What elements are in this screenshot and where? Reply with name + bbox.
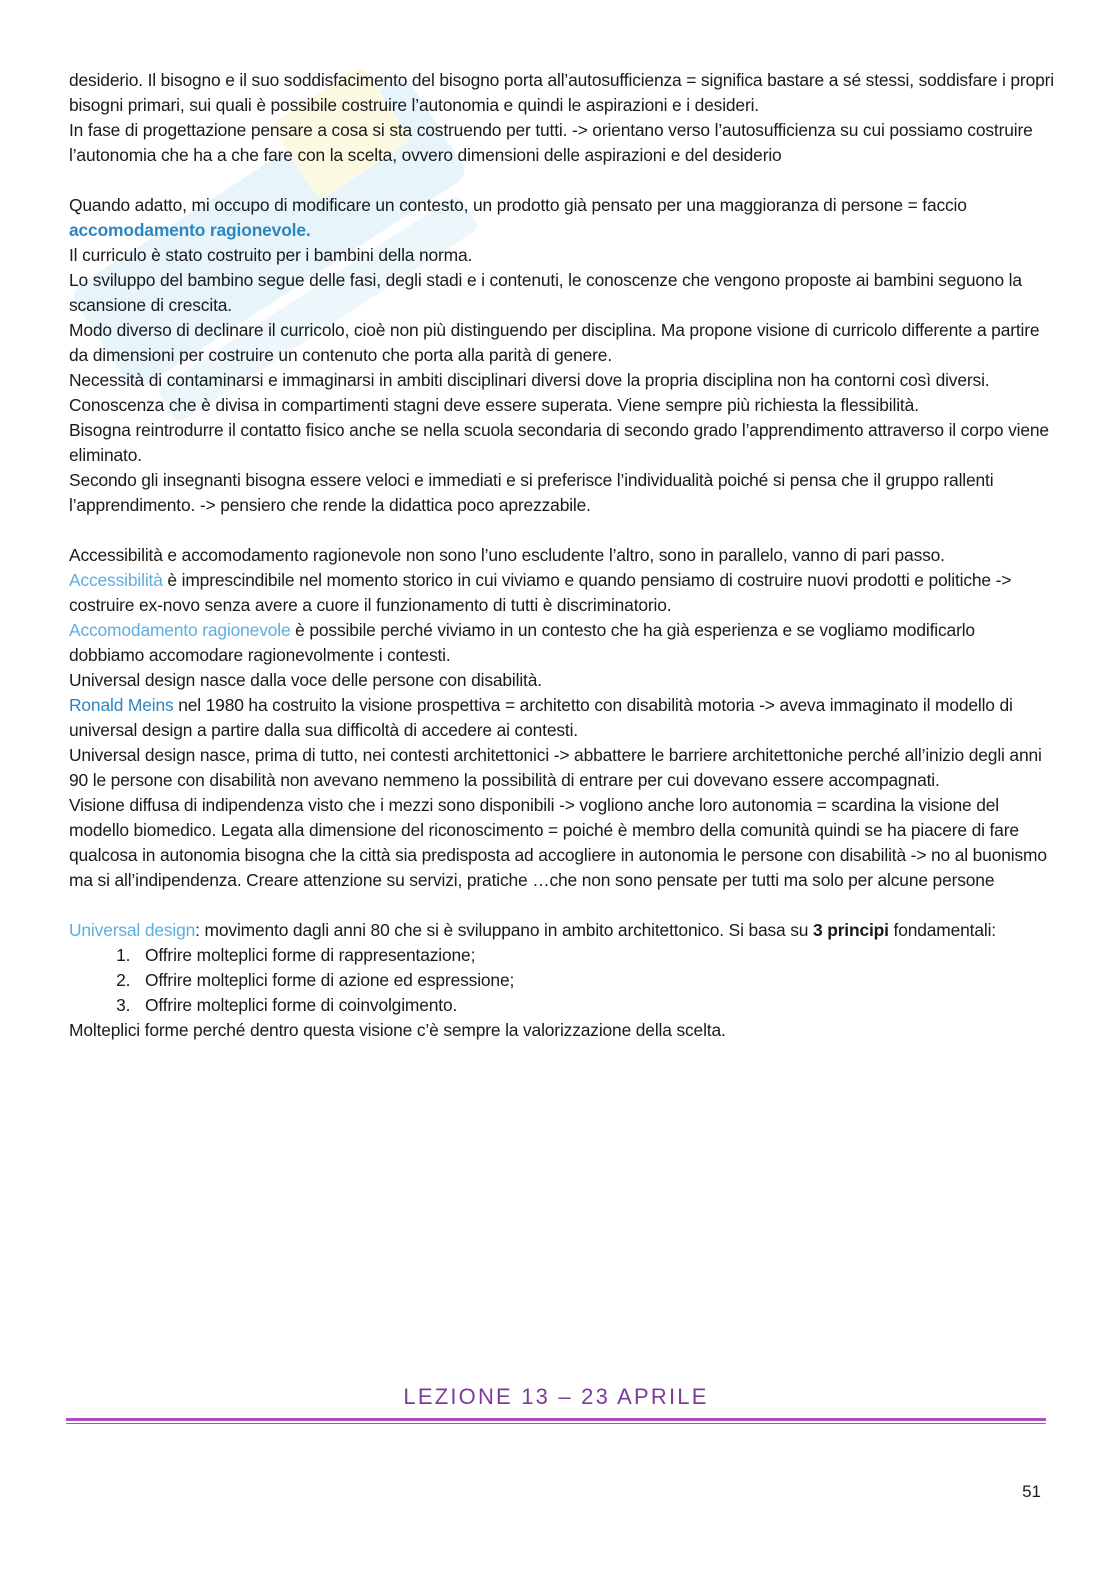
- paragraph: Visione diffusa di indipendenza visto che i mezzi sono disponibili -> vogliono anche loro autonomia = scardina la visione del modello biomedico. Legata alla dimensione del riconoscimento = poiché è membro della comunità quindi se ha piacere di fare qualcosa in autonomia bisogna che la città sia predisposta ad accogliere in autonomia le persone con disabilità -> no al buonismo ma si all’indipendenza. Creare attenzione su servizi, pratiche …che non sono pensate per tutti ma solo per alcune persone: [69, 795, 1047, 890]
- text-run: nel 1980 ha costruito la visione prospettiva = architetto con disabilità motoria -> aveva immaginato il modello di universal design a partire dalla sua difficoltà di accedere ai contesti.: [69, 695, 1013, 740]
- bold-term: 3 principi: [813, 920, 889, 940]
- paragraph: Il curriculo è stato costruito per i bambini della norma.: [69, 245, 473, 265]
- highlight-term: Accomodamento ragionevole: [69, 620, 291, 640]
- heading-rule: [66, 1418, 1046, 1421]
- paragraph: Necessità di contaminarsi e immaginarsi in ambiti disciplinari diversi dove la propria disciplina non ha contorni così diversi.: [69, 370, 990, 390]
- paragraph: Accessibilità e accomodamento ragionevole non sono l’uno escludente l’altro, sono in parallelo, vanno di pari passo.: [69, 545, 945, 565]
- text-run: Quando adatto, mi occupo di modificare un contesto, un prodotto già pensato per una maggioranza di persone = faccio: [69, 195, 967, 215]
- paragraph: Lo sviluppo del bambino segue delle fasi, degli stadi e i contenuti, le conoscenze che vengono proposte ai bambini seguono la scansione di crescita.: [69, 270, 1022, 315]
- paragraph: [69, 618, 1054, 668]
- highlight-term: accomodamento ragionevole.: [69, 220, 311, 240]
- paragraph: Conoscenza che è divisa in compartimenti stagni deve essere superata. Viene sempre più richiesta la flessibilità.: [69, 395, 919, 415]
- paragraph: Modo diverso di declinare il curricolo, cioè non più distinguendo per disciplina. Ma propone visione di curricolo differente a partire da dimensioni per costruire un contenuto che porta alla parità di genere.: [69, 320, 1040, 365]
- paragraph: [69, 918, 1054, 943]
- paragraph: Universal design nasce, prima di tutto, nei contesti architettonici -> abbattere le barriere architettoniche perché all’inizio degli anni 90 le persone con disabilità non avevano nemmeno la possibilità di entrare per cui dovevano essere accompagnati.: [69, 745, 1042, 790]
- paragraph: In fase di progettazione pensare a cosa si sta costruendo per tutti. -> orientano verso l’autosufficienza su cui possiamo costruire l’autonomia che ha a che fare con la scelta, ovvero dimensioni delle aspirazioni e del desiderio: [69, 120, 1033, 165]
- paragraph: Secondo gli insegnanti bisogna essere veloci e immediati e si preferisce l’individualità poiché si pensa che il gruppo rallenti l’apprendimento. -> pensiero che rende la didattica poco aprezzabile.: [69, 470, 994, 515]
- highlight-term: Universal design: [69, 920, 196, 940]
- paragraph: Universal design nasce dalla voce delle persone con disabilità.: [69, 670, 542, 690]
- text-run: è possibile perché viviamo in un contesto che ha già esperienza e se vogliamo modificarlo dobbiamo accomodare ragionevolmente i contesti.: [69, 620, 975, 665]
- heading-rule-thin: [66, 1423, 1046, 1424]
- paragraph: [69, 693, 1054, 743]
- text-run: : movimento dagli anni 80 che si è sviluppano in ambito architettonico. Si basa su: [195, 920, 814, 940]
- paragraph: Molteplici forme perché dentro questa visione c’è sempre la valorizzazione della scelta.: [69, 1020, 726, 1040]
- text-run: fondamentali:: [888, 920, 996, 940]
- principles-list: [69, 943, 1054, 1018]
- body-text: [69, 68, 1054, 1043]
- page-number: 51: [1022, 1482, 1041, 1501]
- section-heading: LEZIONE 13 – 23 APRILE: [403, 1384, 709, 1409]
- highlight-term: Accessibilità: [69, 570, 163, 590]
- paragraph: [69, 568, 1054, 618]
- paragraph: Bisogna reintrodurre il contatto fisico anche se nella scuola secondaria di secondo grado l’apprendimento attraverso il corpo viene eliminato.: [69, 420, 1049, 465]
- list-item: 1. Offrire molteplici forme di rappresentazione;: [135, 943, 1054, 968]
- text-run: è imprescindibile nel momento storico in cui viviamo e quando pensiamo di costruire nuovi prodotti e politiche -> costruire ex-novo senza avere a cuore il funzionamento di tutti è discriminatorio.: [69, 570, 1012, 615]
- list-item: 2. Offrire molteplici forme di azione ed espressione;: [135, 968, 1054, 993]
- paragraph: [69, 193, 1054, 243]
- paragraph: desiderio. Il bisogno e il suo soddisfacimento del bisogno porta all’autosufficienza = significa bastare a sé stessi, soddisfare i propri bisogni primari, sui quali è possibile costruire l’autonomia e quindi le aspirazioni e i desideri.: [69, 70, 1054, 115]
- highlight-name: Ronald Meins: [69, 695, 174, 715]
- list-item: 3. Offrire molteplici forme di coinvolgimento.: [135, 993, 1054, 1018]
